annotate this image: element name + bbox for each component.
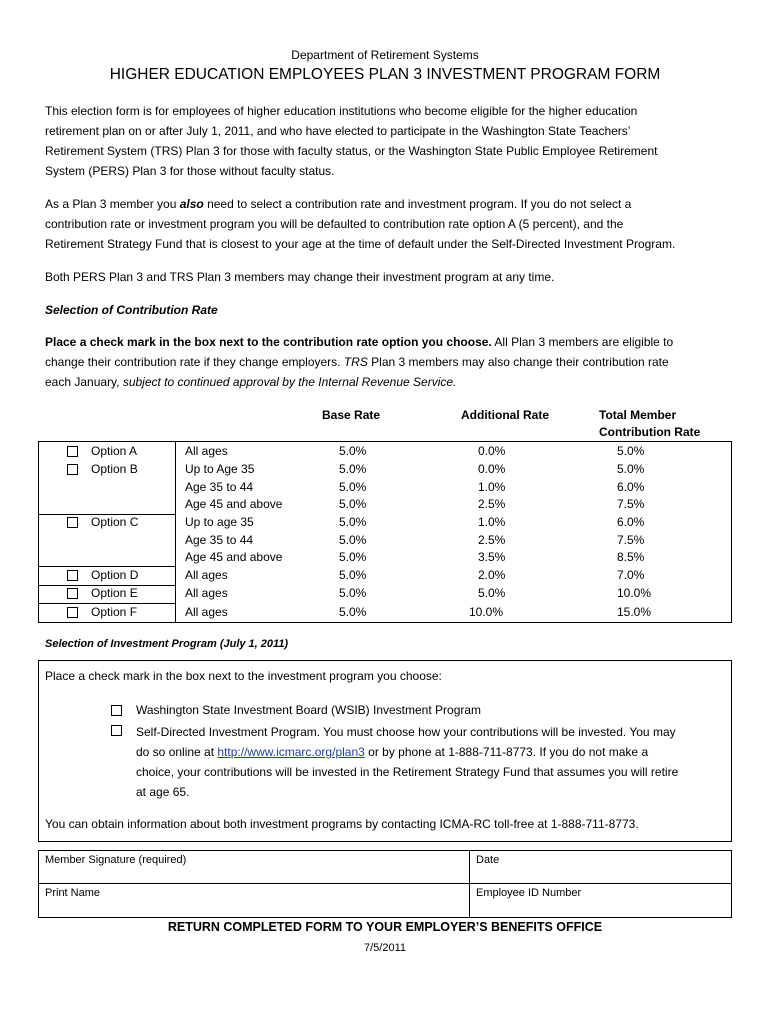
contribution-heading: Selection of Contribution Rate — [45, 303, 218, 317]
self-directed-checkbox[interactable] — [111, 725, 122, 736]
member-signature-field[interactable]: Member Signature (required) — [45, 854, 187, 866]
additional-rate-header: Additional Rate — [461, 408, 550, 422]
wsib-program-checkbox[interactable] — [111, 705, 122, 716]
table-row-additional: 2.5% — [478, 497, 506, 511]
default-paragraph: As a Plan 3 member you also need to select a contribution rate and investment program. If you do not select a contribution rate or investment program you will be defaulted to contribution rate option A (5 percent), and the Retirement Strategy Fund that is closest to your age at the time of default under the Self-Directed Investment Program. — [45, 197, 676, 251]
self-directed-label: Self-Directed Investment Program. You must choose how your contributions will be invested. You may do so online at http://www.icmarc.org/plan3 or by phone at 1-888-711-8773. If you do not make a choice, your contributions will be invested in the Retirement Strategy Fund that assumes you will retire at age 65. — [136, 725, 679, 799]
icmarc-link[interactable]: http://www.icmarc.org/plan3 — [217, 745, 365, 759]
table-row-total: 5.0% — [617, 462, 645, 476]
table-row-base: 5.0% — [339, 533, 367, 547]
print-name-field[interactable]: Print Name — [45, 887, 101, 899]
form-date: 7/5/2011 — [363, 942, 406, 954]
table-row-base: 5.0% — [339, 586, 367, 600]
employee-id-field[interactable]: Employee ID Number — [476, 887, 582, 899]
table-row-age: All ages — [185, 568, 228, 582]
table-row-age: Up to Age 35 — [185, 462, 255, 476]
table-row-age: Age 35 to 44 — [185, 533, 254, 547]
return-instruction: RETURN COMPLETED FORM TO YOUR EMPLOYER’S BENEFITS OFFICE — [167, 920, 603, 934]
table-row-total: 10.0% — [617, 586, 652, 600]
option-e-label: Option E — [91, 586, 138, 600]
base-rate-header: Base Rate — [322, 408, 381, 422]
option-b-label: Option B — [91, 462, 138, 476]
option-b-checkbox[interactable] — [67, 464, 78, 475]
option-f-label: Option F — [91, 605, 138, 619]
table-row-total: 7.0% — [617, 568, 645, 582]
table-row-additional: 10.0% — [469, 605, 504, 619]
table-row-base: 5.0% — [339, 515, 367, 529]
table-row-age: All ages — [185, 444, 228, 458]
option-a-label: Option A — [91, 444, 138, 458]
table-row-age: Up to age 35 — [185, 515, 254, 529]
table-row-additional: 0.0% — [478, 462, 506, 476]
table-row-base: 5.0% — [339, 480, 367, 494]
table-row-base: 5.0% — [339, 568, 367, 582]
option-f-checkbox[interactable] — [67, 607, 78, 618]
department-name: Department of Retirement Systems — [291, 48, 479, 62]
table-row-additional: 2.5% — [478, 533, 506, 547]
wsib-program-label: Washington State Investment Board (WSIB) Investment Program — [136, 703, 482, 717]
table-row-additional: 3.5% — [478, 550, 506, 564]
table-row-additional: 1.0% — [478, 480, 506, 494]
change-paragraph: Both PERS Plan 3 and TRS Plan 3 members may change their investment program at any time. — [45, 270, 555, 284]
date-field[interactable]: Date — [476, 854, 500, 866]
investment-instruction: Place a check mark in the box next to the investment program you choose: — [45, 669, 442, 683]
option-c-checkbox[interactable] — [67, 517, 78, 528]
option-d-label: Option D — [91, 568, 139, 582]
signature-box — [38, 850, 732, 918]
total-rate-header: Total Member Contribution Rate — [599, 408, 701, 439]
table-row-total: 7.5% — [617, 497, 645, 511]
table-row-total: 5.0% — [617, 444, 645, 458]
contact-info: You can obtain information about both investment programs by contacting ICMA-RC toll-free at 1-888-711-8773. — [45, 817, 639, 831]
table-row-additional: 0.0% — [478, 444, 506, 458]
option-e-checkbox[interactable] — [67, 588, 78, 599]
investment-heading: Selection of Investment Program (July 1, 2011) — [45, 638, 289, 650]
table-row-additional: 5.0% — [478, 586, 506, 600]
table-row-total: 8.5% — [617, 550, 645, 564]
table-row-age: Age 45 and above — [185, 497, 283, 511]
table-row-base: 5.0% — [339, 550, 367, 564]
table-row-total: 7.5% — [617, 533, 645, 547]
option-c-label: Option C — [91, 515, 139, 529]
option-d-checkbox[interactable] — [67, 570, 78, 581]
table-row-additional: 2.0% — [478, 568, 506, 582]
table-row-base: 5.0% — [339, 462, 367, 476]
table-row-additional: 1.0% — [478, 515, 506, 529]
investment-program-box — [38, 660, 732, 842]
table-row-age: All ages — [185, 605, 228, 619]
form-title: HIGHER EDUCATION EMPLOYEES PLAN 3 INVESTMENT PROGRAM FORM — [109, 66, 661, 83]
table-row-base: 5.0% — [339, 605, 367, 619]
table-row-total: 6.0% — [617, 480, 645, 494]
table-row-age: Age 45 and above — [185, 550, 283, 564]
table-row-age: All ages — [185, 586, 228, 600]
intro-paragraph: This election form is for employees of higher education institutions who become eligible for the higher education retirement plan on or after July 1, 2011, and who have elected to participate in the Washington State Teachers’ Retirement System (TRS) Plan 3 for those with faculty status, or the Washington State Public Employee Retirement System (PERS) Plan 3 for those without faculty status. — [45, 104, 658, 178]
table-row-total: 15.0% — [617, 605, 652, 619]
table-row-base: 5.0% — [339, 444, 367, 458]
table-row-age: Age 35 to 44 — [185, 480, 254, 494]
table-row-base: 5.0% — [339, 497, 367, 511]
contribution-instructions: Place a check mark in the box next to the contribution rate option you choose. All Plan 3 members are eligible to change their contribution rate if they change employers. TRS Plan 3 members may also change their contribution rate each January, subject to continued approval by the Internal Revenue Service. — [45, 335, 674, 389]
option-a-checkbox[interactable] — [67, 446, 78, 457]
contribution-rate-table — [38, 441, 732, 623]
table-row-total: 6.0% — [617, 515, 645, 529]
